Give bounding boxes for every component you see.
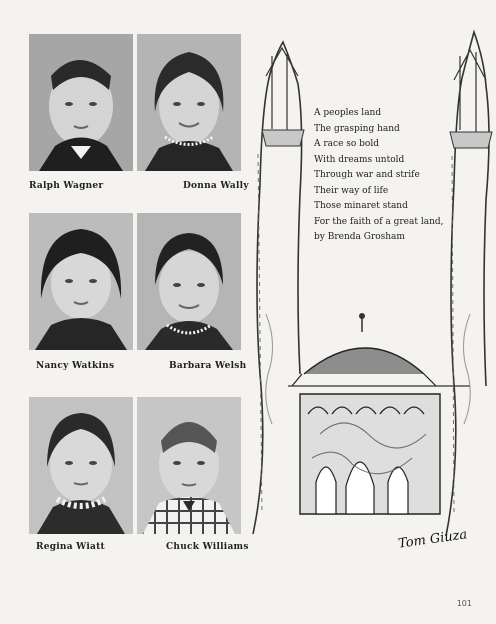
portrait-name: Regina Wiatt: [36, 542, 105, 552]
page-number: 101: [456, 599, 472, 608]
portrait-name: Ralph Wagner: [29, 181, 104, 191]
minaret-illustration: [248, 14, 494, 554]
poem-author: by Brenda Grosham: [314, 232, 405, 242]
illustrator-signature: Tom Giuza: [397, 527, 469, 552]
portrait-photo-ralph-wagner: [29, 34, 133, 171]
portrait-name: Barbara Welsh: [169, 361, 247, 371]
portrait-name: Nancy Watkins: [36, 361, 115, 371]
poem-line: Those minaret stand: [314, 201, 408, 211]
poem-line: A race so bold: [314, 139, 379, 149]
poem-line: With dreams untold: [314, 154, 405, 165]
poem-line: Their way of life: [314, 185, 389, 196]
poem-line: Through war and strife: [314, 170, 420, 180]
portrait-photo-donna-wally: [137, 34, 241, 171]
poem-line: The grasping hand: [314, 123, 400, 134]
portrait-photo-nancy-watkins: [29, 213, 133, 350]
portrait-photo-barbara-welsh: [137, 213, 241, 350]
poem-line: A peoples land: [314, 108, 382, 118]
portrait-photo-chuck-williams: [137, 397, 241, 534]
portrait-name: Chuck Williams: [166, 542, 249, 552]
portrait-photo-regina-wiatt: [29, 397, 133, 534]
poem-line: For the faith of a great land,: [314, 216, 444, 227]
portrait-name: Donna Wally: [183, 181, 249, 191]
poem-block: [314, 106, 464, 246]
